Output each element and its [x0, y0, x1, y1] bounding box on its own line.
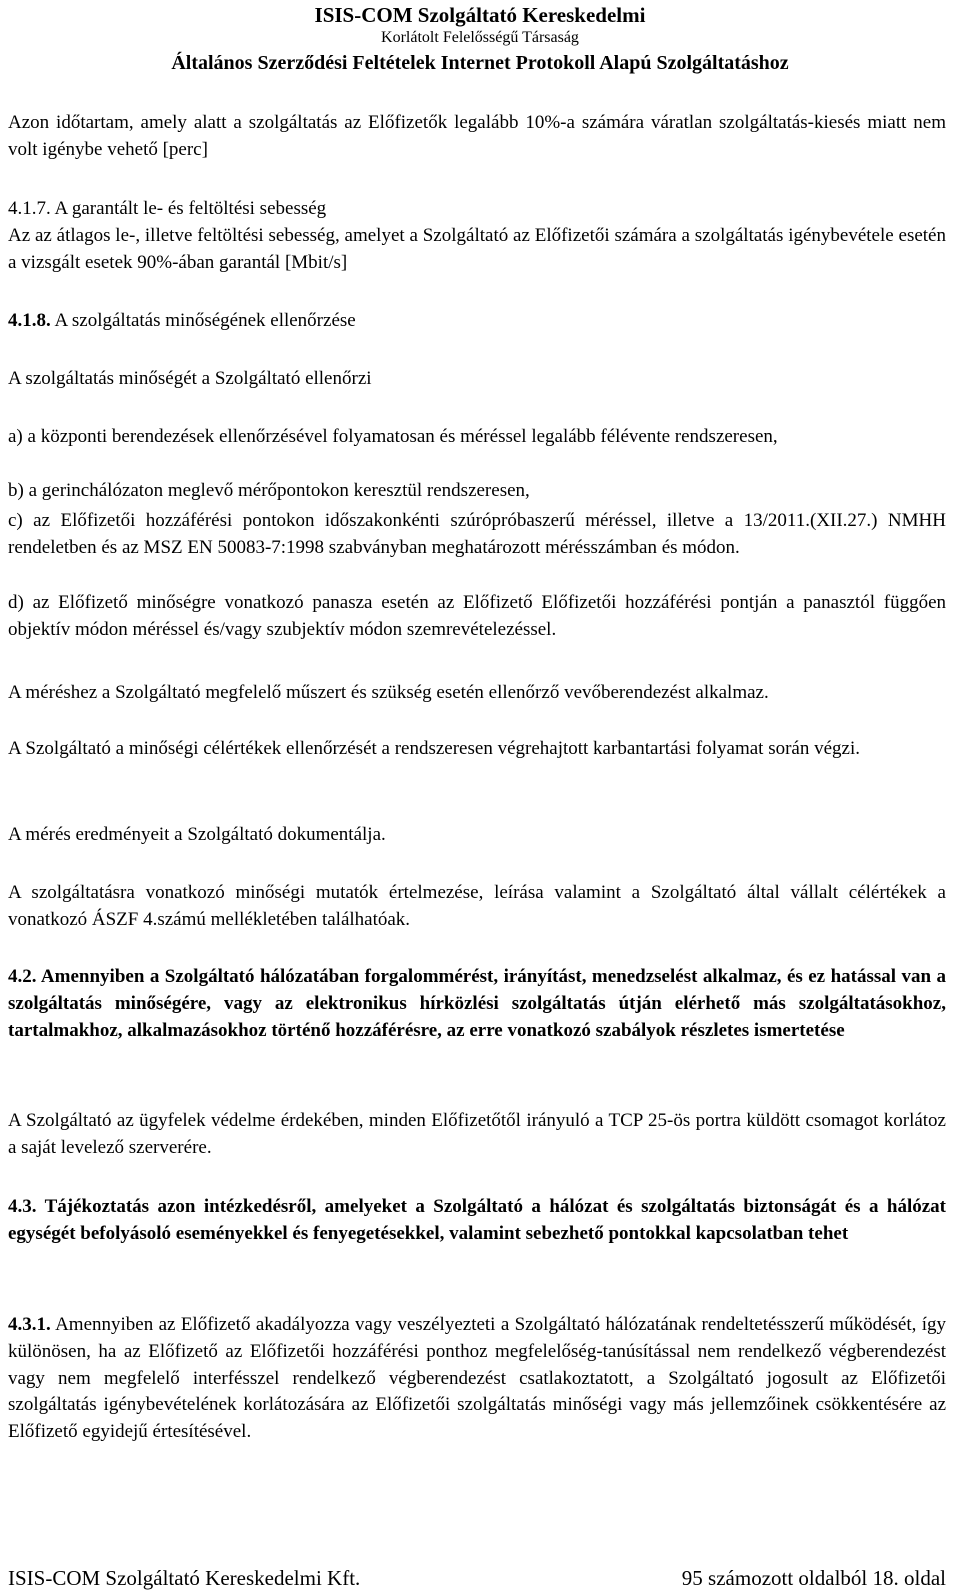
section-number: 4.2. — [8, 966, 37, 987]
section-text: Amennyiben az Előfizető akadályozza vagy veszélyezteti a Szolgáltató hálózatának rendeltetésszerű működését, így különösen, ha az Előfizető az Előfizetői hozzáférési ponthoz megfelelőség-tanúsítással nem rendelkező végberendezést vagy nem megfelelő interfésszel rendelkező végberendezést csatlakoztatott, a Szolgáltató jogosult az Előfizetői szolgáltatás igénybevételének korlátozására az Előfizetői szolgáltatás minőségi vagy más jellemzőinek csökkentésére az Előfizető egyidejű értesítésével. — [8, 1314, 947, 1443]
list-item-b: b) a gerinchálózaton meglevő mérőpontokon keresztül rendszeresen, — [8, 480, 530, 501]
paragraph-tcp: A Szolgáltató az ügyfelek védelme érdekében, minden Előfizetőtől irányuló a TCP 25-ös portra küldött csomagot korlátoz a saját levelező szerverére. — [8, 1110, 946, 1158]
paragraph-check-intro: A szolgáltatás minőségét a Szolgáltató ellenőrzi — [8, 368, 372, 389]
section-number: 4.1.8. — [8, 310, 51, 331]
paragraph-targets: A Szolgáltató a minőségi célértékek ellenőrzését a rendszeresen végrehajtott karbantartási folyamat során végzi. — [8, 738, 861, 759]
section-4-3-heading — [8, 1194, 946, 1248]
header-company: ISIS-COM Szolgáltató Kereskedelmi — [314, 3, 646, 27]
footer-company: ISIS-COM Szolgáltató Kereskedelmi Kft. — [8, 1566, 361, 1590]
section-4-1-8-heading — [8, 308, 946, 335]
section-4-2-heading — [8, 964, 946, 1044]
paragraph-instrument: A méréshez a Szolgáltató megfelelő műszert és szükség esetén ellenőrző vevőberendezést alkalmaz. — [8, 682, 769, 703]
paragraph-document: A mérés eredményeit a Szolgáltató dokumentálja. — [8, 824, 386, 845]
list-item-c: c) az Előfizetői hozzáférési pontokon időszakonkénti szúrópróbaszerű méréssel, illetve a 13/2011.(XII.27.) NMHH rendeletben és az MSZ EN 50083-7:1998 szabványban meghatározott mérésszámban és módon. — [8, 510, 946, 558]
footer-page-info: 95 számozott oldalból 18. oldal — [681, 1566, 946, 1590]
section-title: Amennyiben a Szolgáltató hálózatában forgalommérést, irányítást, menedzselést alkalmaz, és ez hatással van a szolgáltatás minőségére, vagy az elektronikus hírközlési szolgáltatás útján elérhető más szolgáltatásokhoz, tartalmakhoz, alkalmazásokhoz történő hozzáférésre, az erre vonatkozó szabályok részletes ismertetése — [8, 966, 947, 1041]
section-4-1-7-title: 4.1.7. A garantált le- és feltöltési sebesség — [8, 198, 327, 219]
header-doc-title: Általános Szerződési Feltételek Internet Protokoll Alapú Szolgáltatáshoz — [171, 52, 789, 74]
paragraph-annex: A szolgáltatásra vonatkozó minőségi mutatók értelmezése, leírása valamint a Szolgáltató által vállalt célértékek a vonatkozó ÁSZF 4.számú mellékletében találhatóak. — [8, 882, 946, 930]
list-item-d: d) az Előfizető minőségre vonatkozó panasza esetén az Előfizető Előfizetői hozzáférési pontján a panasztól függően objektív módon méréssel és/vagy szubjektív módon szemrevételezéssel. — [8, 592, 946, 640]
paragraph-outage: Azon időtartam, amely alatt a szolgáltatás az Előfizetők legalább 10%-a számára váratlan szolgáltatás-kiesés miatt nem volt igénybe vehető [perc] — [8, 112, 946, 160]
section-title: Tájékoztatás azon intézkedésről, amelyeket a Szolgáltató a hálózat és szolgáltatás biztonságát és a hálózat egységét befolyásoló eseményekkel és fenyegetésekkel, valamint sebezhető pontokkal kapcsolatban tehet — [8, 1196, 946, 1244]
section-number: 4.3.1. — [8, 1314, 51, 1335]
section-title: A szolgáltatás minőségének ellenőrzése — [54, 310, 356, 331]
section-4-3-1-text — [8, 1312, 946, 1446]
header-company-form: Korlátolt Felelősségű Társaság — [381, 29, 579, 46]
section-4-1-7-text: Az az átlagos le-, illetve feltöltési sebesség, amelyet a Szolgáltató az Előfizetői számára a szolgáltatás igénybevétele esetén a vizsgált esetek 90%-ában garantál [Mbit/s] — [8, 225, 946, 273]
section-number: 4.3. — [8, 1196, 37, 1217]
list-item-a: a) a központi berendezések ellenőrzésével folyamatosan és méréssel legalább félévente rendszeresen, — [8, 426, 778, 447]
